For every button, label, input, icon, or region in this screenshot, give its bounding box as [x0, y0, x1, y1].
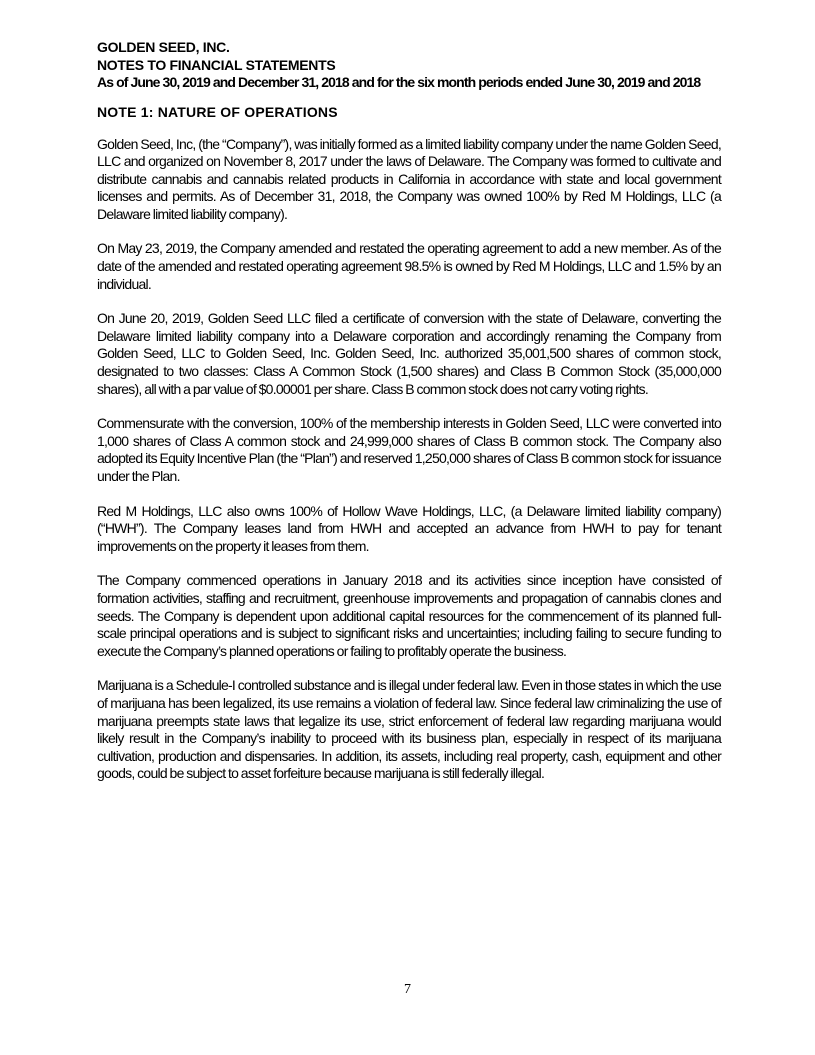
- paragraph-hwh: Red M Holdings, LLC also owns 100% of Hollow Wave Holdings, LLC, (a Delaware limited liability company) (“HWH”). The Company leases land from HWH and accepted an advance from HWH to pay for tenant improvements on the property it leases from them.: [97, 502, 721, 554]
- paragraph-amendment: On May 23, 2019, the Company amended and restated the operating agreement to add a new member. As of the date of the amended and restated operating agreement 98.5% is owned by Red M Holdings, LLC and 1.5% by an individual.: [97, 240, 721, 292]
- company-name: GOLDEN SEED, INC.: [97, 39, 230, 55]
- document-title: NOTES TO FINANCIAL STATEMENTS: [97, 56, 336, 73]
- period-subtitle: As of June 30, 2019 and December 31, 2018 and for the six month periods ended June 30, 2019 and 2018: [97, 74, 701, 90]
- paragraph-operations: The Company commenced operations in January 2018 and its activities since inception have consisted of formation activities, staffing and recruitment, greenhouse improvements and propagation of cannabis clones and seeds. The Company is dependent upon additional capital resources for the commencement of its planned full-scale principal operations and is subject to significant risks and uncertainties; including failing to secure funding to execute the Company’s planned operations or failing to profitably operate the business.: [97, 572, 721, 659]
- paragraph-membership-interests: Commensurate with the conversion, 100% of the membership interests in Golden Seed, LLC were converted into 1,000 shares of Class A common stock and 24,999,000 shares of Class B common stock. The Company also adopted its Equity Incentive Plan (the “Plan”) and reserved 1,250,000 shares of Class B common stock for issuance under the Plan.: [97, 415, 721, 484]
- paragraph-formation: Golden Seed, Inc, (the “Company”), was initially formed as a limited liability company under the name Golden Seed, LLC and organized on November 8, 2017 under the laws of Delaware. The Company was formed to cultivate and distribute cannabis and cannabis related products in California in accordance with state and local government licenses and permits. As of December 31, 2018, the Company was owned 100% by Red M Holdings, LLC (a Delaware limited liability company).: [97, 135, 721, 222]
- page-number: 7: [404, 982, 411, 997]
- document-page: [97, 39, 721, 800]
- note-heading: NOTE 1: NATURE OF OPERATIONS: [97, 103, 338, 120]
- paragraph-conversion: On June 20, 2019, Golden Seed LLC filed a certificate of conversion with the state of Delaware, converting the Delaware limited liability company into a Delaware corporation and accordingly renaming the Company from Golden Seed, LLC to Golden Seed, Inc. Golden Seed, Inc. authorized 35,001,500 shares of common stock, designated to two classes: Class A Common Stock (1,500 shares) and Class B Common Stock (35,000,000 shares), all with a par value of $0.00001 per share. Class B common stock does not carry voting rights.: [97, 310, 721, 397]
- paragraph-marijuana-legal: Marijuana is a Schedule-I controlled substance and is illegal under federal law. Even in those states in which the use of marijuana has been legalized, its use remains a violation of federal law. Since federal law criminalizing the use of marijuana preempts state laws that legalize its use, strict enforcement of federal law regarding marijuana would likely result in the Company’s inability to proceed with its business plan, especially in respect of its marijuana cultivation, production and dispensaries. In addition, its assets, including real property, cash, equipment and other goods, could be subject to asset forfeiture because marijuana is still federally illegal.: [97, 677, 721, 782]
